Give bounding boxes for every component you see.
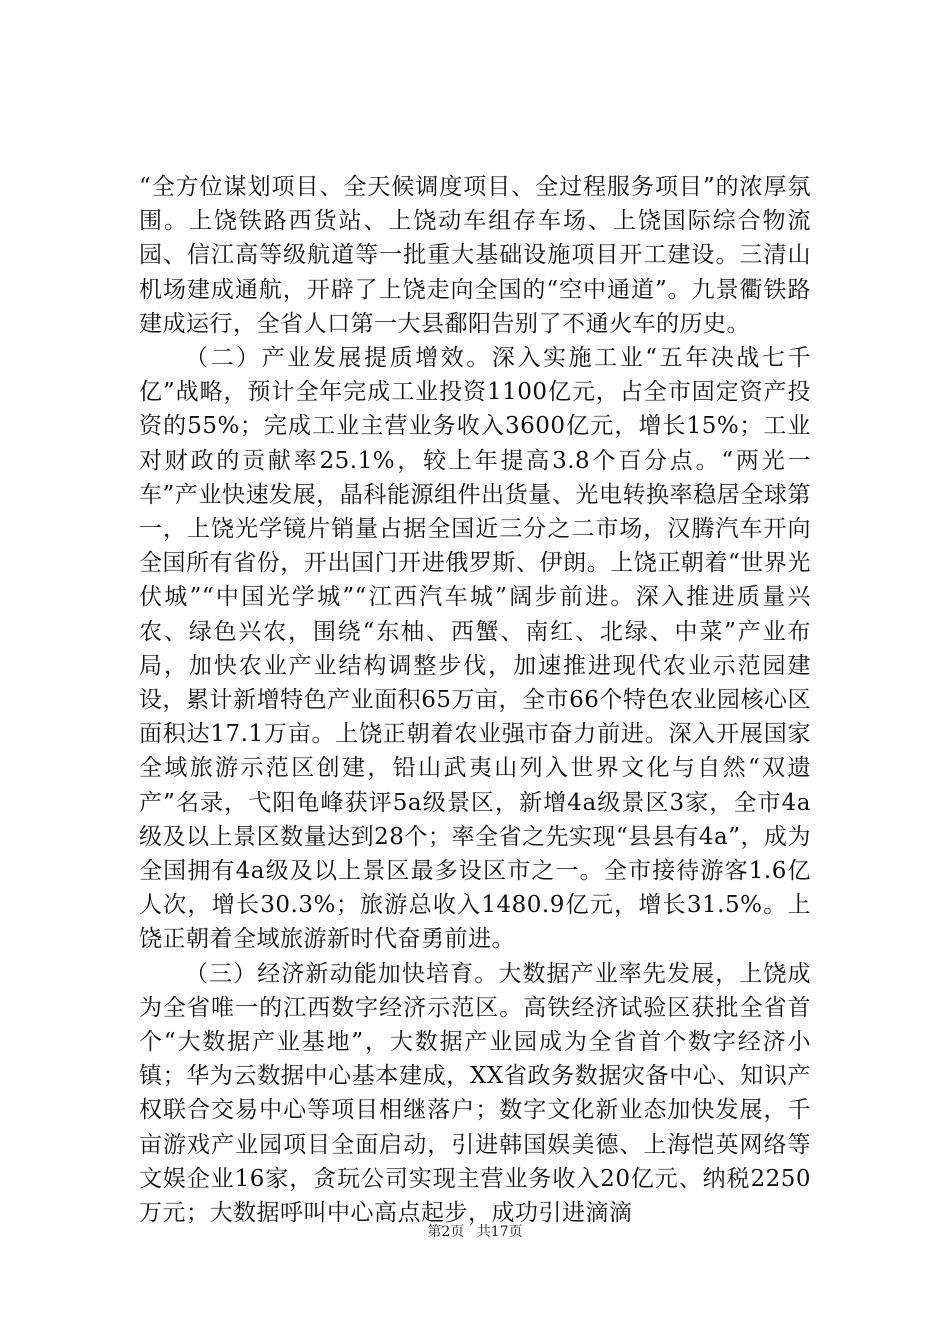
page-total: 共17页 [476,1224,523,1240]
paragraph-continuation: “全方位谋划项目、全天候调度项目、全过程服务项目”的浓厚氛围。上饶铁路西货站、上饶动车组存车场、上饶国际综合物流园、信江高等级航道等一批重大基础设施项目开工建设。三清山机场建成通航，开辟了上饶走向全国的“空中通道”。九景衢铁路建成运行，全省人口第一大县鄱阳告别了不通火车的历史。 [139,174,811,337]
page-footer [0,1222,950,1242]
paragraph-industry-development: （二）产业发展提质增效。深入实施工业“五年决战七千亿”战略，预计全年完成工业投资1100亿元，占全市固定资产投资的55%；完成工业主营业务收入3600亿元，增长15%；工业对财政的贡献率25.1%，较上年提高3.8个百分点。“两光一车”产业快速发展，晶科能源组件出货量、光电转换率稳居全球第一，上饶光学镜片销量占据全国近三分之二市场，汉腾汽车开向全国所有省份，开出国门开进俄罗斯、伊朗。上饶正朝着“世界光伏城”“中国光学城”“江西汽车城”阔步前进。深入推进质量兴农、绿色兴农，围绕“东柚、西蟹、南红、北绿、中菜”产业布局，加快农业产业结构调整步伐，加速推进现代农业示范园建设，累计新增特色产业面积65万亩，全市66个特色农业园核心区面积达17.1万亩。上饶正朝着农业强市奋力前进。深入开展国家全域旅游示范区创建，铅山武夷山列入世界文化与自然“双遗产”名录，弋阳龟峰获评5a级景区，新增4a级景区3家，全市4a级及以上景区数量达到28个；率全省之先实现“县县有4a”，成为全国拥有4a级及以上景区最多设区市之一。全市接待游客1.6亿人次，增长30.3%；旅游总收入1480.9亿元，增长31.5%。上饶正朝着全域旅游新时代奋勇前进。 [139,345,811,953]
document-body [139,170,811,1230]
paragraph-new-economic-drivers: （三）经济新动能加快培育。大数据产业率先发展，上饶成为全省唯一的江西数字经济示范区。高铁经济试验区获批全省首个“大数据产业基地”，大数据产业园成为全省首个数字经济小镇；华为云数据中心基本建成，XX省政务数据灾备中心、知识产权联合交易中心等项目相继落户；数字文化新业态加快发展，千亩游戏产业园项目全面启动，引进韩国娱美德、上海恺英网络等文娱企业16家，贪玩公司实现主营业务收入20亿元、纳税2250万元；大数据呼叫中心高点起步，成功引进滴滴 [139,960,811,1227]
page-number: 第2页 [427,1224,465,1240]
